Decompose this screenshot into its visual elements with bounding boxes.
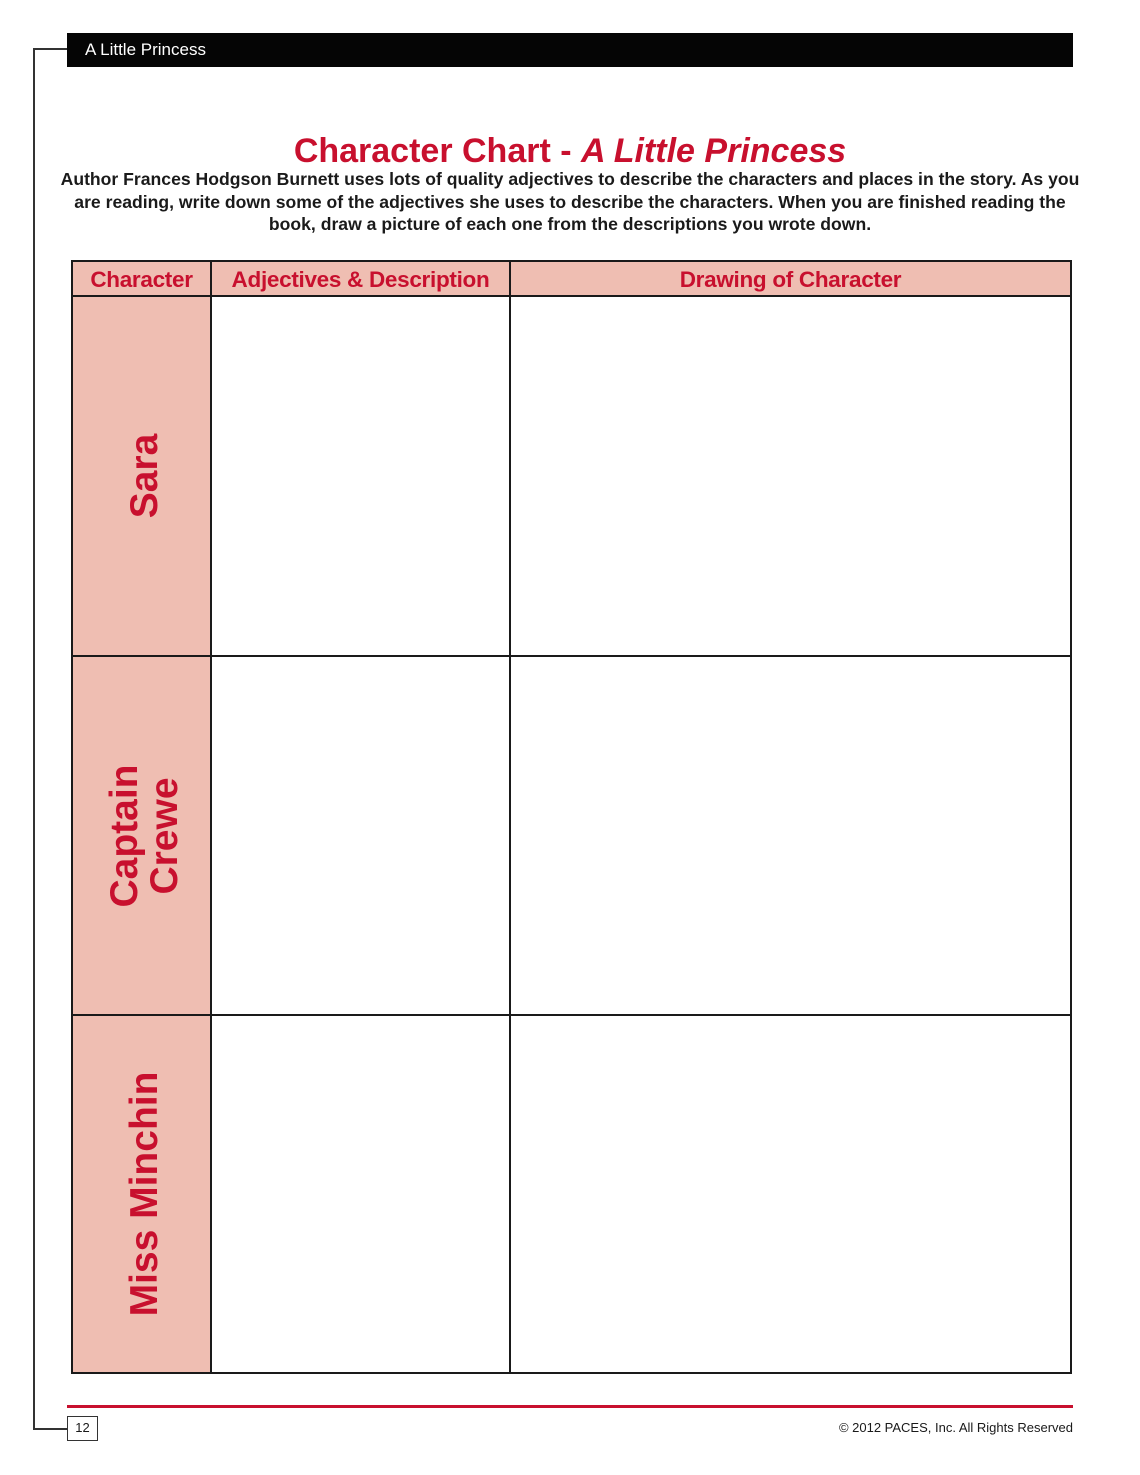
adjectives-area-sara[interactable] xyxy=(212,297,509,655)
adjectives-area-miss-minchin[interactable] xyxy=(212,1016,509,1372)
column-header-adjectives: Adjectives & Description xyxy=(231,267,490,292)
margin-line-bottom xyxy=(33,1428,67,1430)
intro-text: Author Frances Hodgson Burnett uses lots of quality adjectives to describe the characters and places in the story. As you are reading, write down some of the adjectives she uses to describe the characters. When you are finished reading the book, draw a picture of each one from the descriptions you wrote down. xyxy=(60,169,1080,234)
drawing-area-miss-minchin[interactable] xyxy=(511,1016,1070,1372)
character-chart xyxy=(71,260,1072,1374)
header-bar xyxy=(67,33,1073,67)
title-main: Character Chart - xyxy=(293,132,582,170)
column-header-character: Character xyxy=(90,267,193,292)
drawing-area-captain-crewe[interactable] xyxy=(511,657,1070,1014)
character-name-line: Sara xyxy=(123,433,166,519)
column-header-drawing: Drawing of Character xyxy=(679,267,902,292)
margin-line-vertical xyxy=(33,48,35,1429)
copyright: © 2012 PACES, Inc. All Rights Reserved xyxy=(838,1420,1073,1435)
page-number: 12 xyxy=(67,1416,98,1441)
character-name-miss-minchin xyxy=(125,1072,165,1317)
margin-line-top xyxy=(33,48,67,50)
character-name-captain-crewe xyxy=(105,764,185,907)
title-book: A Little Princess xyxy=(581,132,847,170)
character-name-line: Captain xyxy=(103,764,146,908)
character-name-line: Miss Minchin xyxy=(123,1071,166,1317)
character-name-line: Crewe xyxy=(143,777,186,895)
drawing-area-sara[interactable] xyxy=(511,297,1070,655)
character-name-sara xyxy=(125,434,165,519)
footer-rule xyxy=(67,1405,1073,1408)
header-title: A Little Princess xyxy=(85,40,206,59)
adjectives-area-captain-crewe[interactable] xyxy=(212,657,509,1014)
page-title xyxy=(0,131,1140,171)
